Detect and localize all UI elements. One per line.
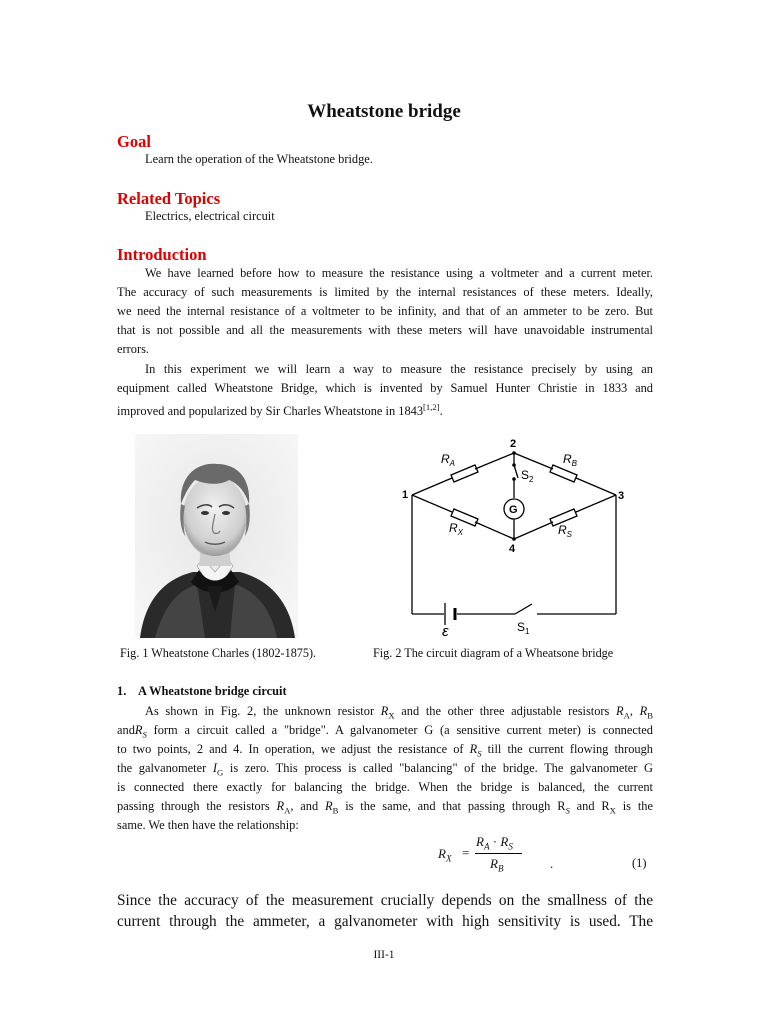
intro-p1-line2: The accuracy of such measurements is limited by the internal resistances of these meters. Ideally, <box>117 285 653 299</box>
circuit-diagram <box>395 433 635 638</box>
section1-line1: As shown in Fig. 2, the unknown resistor $R_X$ and the other three adjustable resistors $R_A$, $R_B$ <box>145 704 653 721</box>
intro-p1-line3: we need the internal resistance of a voltmeter to be infinity, and that of an ammeter to be zero. But <box>117 304 653 318</box>
section1-line5: is connected there exactly for balancing the bridge. When the bridge is balanced, the current <box>117 780 653 794</box>
intro-p1-line1: We have learned before how to measure the resistance using a voltmeter and a current meter. <box>145 266 653 280</box>
fraction-bar <box>475 853 522 854</box>
label-g: G <box>509 504 518 516</box>
section1-line6: passing through the resistors $R_A$, and $R_B$ is the same, and that passing through $R_S$ and $R_X$ is the <box>117 799 653 816</box>
label-emf: ε <box>442 623 449 638</box>
intro-p1-line4: that is not possible and all the measurements with these meters will have unavoidable instrumental <box>117 323 653 337</box>
bottom-line1: Since the accuracy of the measurement crucially depends on the smallness of the <box>117 892 653 909</box>
label-s1: $S_1$ <box>517 620 530 636</box>
equation-number: (1) <box>632 856 647 870</box>
citation-ref: [1,2] <box>423 402 440 412</box>
label-ra: $R_A$ <box>441 452 456 468</box>
intro-p2-line1: In this experiment we will learn a way to measure the resistance precisely by using an <box>145 362 653 376</box>
related-text: Electrics, electrical circuit <box>145 209 275 223</box>
equation-1: $R_X$ = $R_A \cdot R_S$ $R_B$ . <box>438 834 554 874</box>
related-heading: Related Topics <box>117 189 221 208</box>
section1-line3: to two points, 2 and 4. In operation, we adjust the resistance of $R_S$ till the current flowing through <box>117 742 653 759</box>
intro-p2-line2: equipment called Wheatstone Bridge, which is invented by Samuel Hunter Christie in 1833 and <box>117 381 653 395</box>
label-rx: $R_X$ <box>449 521 464 537</box>
bottom-line2: current through the ammeter, a galvanometer with high sensitivity is used. The <box>117 913 653 930</box>
node-1: 1 <box>402 489 409 501</box>
goal-text: Learn the operation of the Wheatstone bridge. <box>145 152 373 166</box>
label-s2: $S_2$ <box>521 468 534 484</box>
resistor-ra <box>451 465 478 482</box>
node-4: 4 <box>509 543 516 555</box>
intro-heading: Introduction <box>117 245 207 264</box>
node-3: 3 <box>618 490 625 502</box>
intro-p1-line5: errors. <box>117 342 149 356</box>
section1-line7: same. We then have the relationship: <box>117 818 299 832</box>
page-number: III-1 <box>373 949 395 961</box>
page-title: Wheatstone bridge <box>307 101 461 122</box>
section1-heading: 1. A Wheatstone bridge circuit <box>117 684 287 698</box>
goal-heading: Goal <box>117 132 151 151</box>
wheatstone-portrait-image <box>135 434 298 638</box>
intro-p2-line3: improved and popularized by Sir Charles Wheatstone in 1843[1,2]. <box>117 402 443 419</box>
fig1-caption: Fig. 1 Wheatstone Charles (1802-1875). <box>120 646 317 660</box>
section1-line4: the galvanometer $I_G$ is zero. This process is called "balancing" of the bridge. The galvanometer G <box>117 761 654 778</box>
label-rs: $R_S$ <box>558 523 573 539</box>
fig2-caption: Fig. 2 The circuit diagram of a Wheatsone bridge <box>373 646 614 660</box>
node-2: 2 <box>510 438 517 450</box>
section1-line2: andR$_S$ form a circuit called a "bridge". A galvanometer G (a sensitive current meter) is connected <box>117 723 653 740</box>
label-rb: $R_B$ <box>563 452 578 468</box>
